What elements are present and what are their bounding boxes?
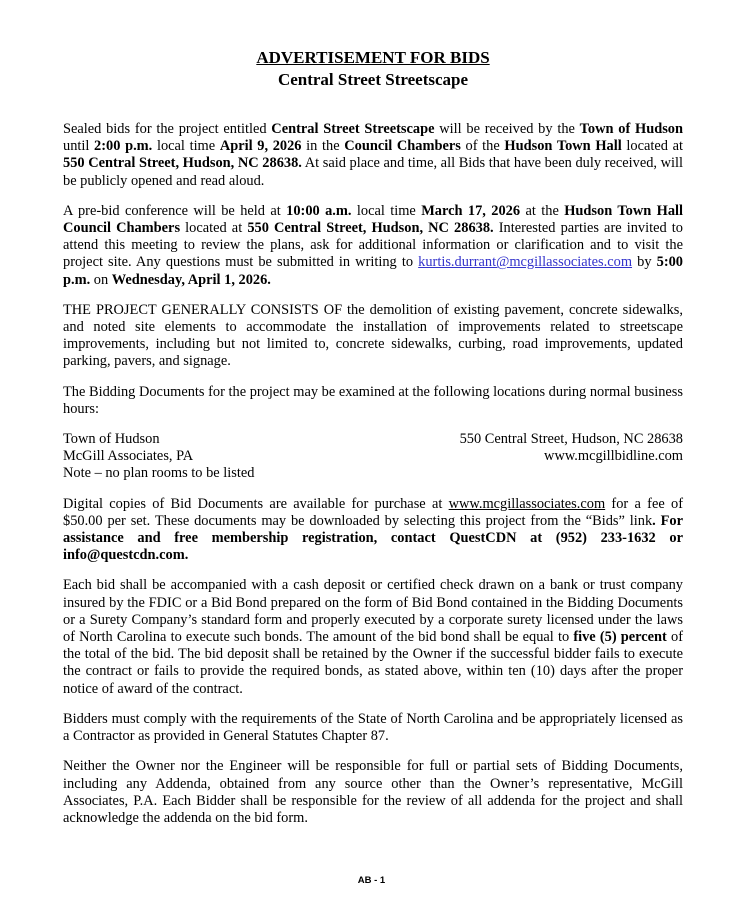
paragraph-addenda-responsibility: Neither the Owner nor the Engineer will be responsible for full or partial sets of Bidding Documents, including any Addenda, obtained from any source other than the Owner’s representative, McGill Associates, P.A. Each Bidder shall be responsible for the review of all addenda for the project and shall acknowledge the addenda on the bid form. (63, 758, 683, 826)
email-link[interactable]: kurtis.durrant@mcgillassociates.com (418, 254, 633, 271)
location-address: www.mcgillbidline.com (544, 448, 683, 465)
paragraph-pre-bid-conference: A pre-bid conference will be held at 10:00 a.m. local time March 17, 2026 at the Hudson Town Hall Council Chambers located at 550 Central Street, Hudson, NC 28638. Interested parties are invited to attend this meeting to review the plans, ask for additional information or clarification and to visit the project site. Any questions must be submitted in writing to kurtis.durrant@mcgillassociates.com by 5:00 p.m. on Wednesday, April 1, 2026. (63, 202, 684, 288)
paragraph-project-description: THE PROJECT GENERALLY CONSISTS OF the demolition of existing pavement, concrete sidewalks, and noted site elements to accommodate the installation of improvements related to streetscape improvements, including but not limited to, concrete sidewalks, curbing, road improvements, updated parking, pavers, and signage. (63, 301, 683, 370)
location-row (63, 431, 683, 448)
paragraph-contractor-licensing: Bidders must comply with the requirements of the State of North Carolina and be appropriately licensed as a Contractor as provided in General Statutes Chapter 87. (63, 710, 683, 745)
location-name: McGill Associates, PA (63, 448, 194, 465)
location-name: Town of Hudson (63, 431, 160, 448)
mcgillassociates-link[interactable]: www.mcgillassociates.com (448, 495, 606, 512)
paragraph-bid-security: Each bid shall be accompanied with a cash deposit or certified check drawn on a bank or trust company insured by the FDIC or a Bid Bond prepared on the form of Bid Bond contained in the Bidding Documents or a Surety Company’s standard form and properly executed by a corporate surety licensed under the laws of North Carolina to execute such bonds. The amount of the bid bond shall be equal to five (5) percent of the total of the bid. The bid deposit shall be retained by the Owner if the successful bidder fails to execute the contract or fails to provide the required bonds, as stated above, within ten (10) days after the proper notice of award of the contract. (63, 577, 683, 697)
page-footer (0, 875, 743, 887)
document-subtitle: Central Street Streetscape (277, 70, 469, 89)
paragraph-digital-copies: Digital copies of Bid Documents are available for purchase at www.mcgillassociates.com for a fee of $50.00 per set. These documents may be downloaded by selecting this project from the “Bids” link. For assistance and free membership registration, contact QuestCDN at (952) 233-1632 or info@questcdn.com. (63, 495, 683, 564)
document-header (63, 47, 683, 91)
page-number: AB - 1 (357, 875, 386, 886)
paragraph-bidding-documents-intro: The Bidding Documents for the project may be examined at the following locations during normal business hours: (63, 383, 683, 417)
location-note: Note – no plan rooms to be listed (63, 465, 255, 482)
location-row (63, 465, 683, 482)
location-row (63, 448, 683, 465)
paragraph-sealed-bids: Sealed bids for the project entitled Central Street Streetscape will be received by the Town of Hudson until 2:00 p.m. local time April 9, 2026 in the Council Chambers of the Hudson Town Hall located at 550 Central Street, Hudson, NC 28638. At said place and time, all Bids that have been duly received, will be publicly opened and read aloud. (63, 121, 684, 189)
location-address: 550 Central Street, Hudson, NC 28638 (459, 431, 683, 448)
document-title: ADVERTISEMENT FOR BIDS (256, 48, 490, 67)
examination-locations (63, 431, 683, 483)
